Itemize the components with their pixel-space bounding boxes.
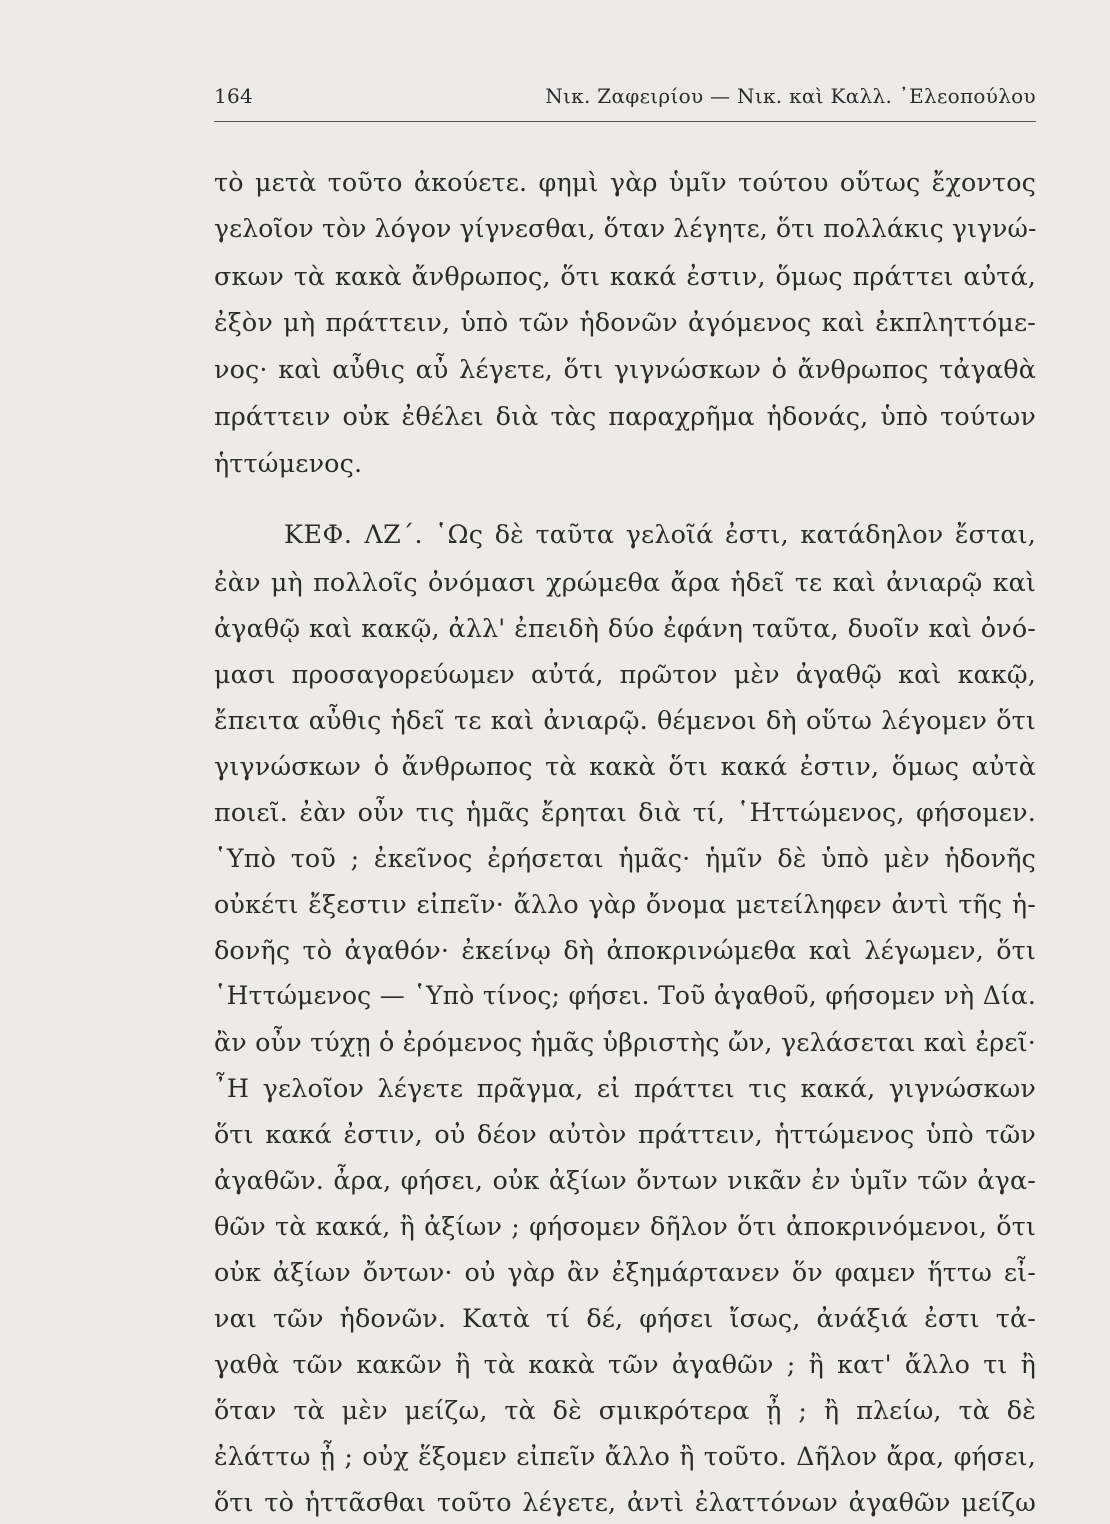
chapter-heading: ΚΕΦ. ΛΖ΄. xyxy=(284,519,424,549)
header-rule xyxy=(214,121,1036,122)
text-line: ναι τῶν ἡδονῶν. Κατὰ τί δέ, φήσει ἴσως, ἀνάξιά ἐστι τἀ- xyxy=(214,1303,1036,1333)
text-line: ἂν οὖν τύχῃ ὁ ἐρόμενος ἡμᾶς ὑβριστὴς ὤν, γελάσεται καὶ ἐρεῖ· xyxy=(214,1027,1036,1057)
text-line: δονῆς τὸ ἀγαθόν· ἐκείνῳ δὴ ἀποκρινώμεθα καὶ λέγωμεν, ὅτι xyxy=(214,935,1036,965)
page-number: 164 xyxy=(214,84,254,108)
text-line: ἀγαθῷ καὶ κακῷ, ἀλλ' ἐπειδὴ δύο ἐφάνη ταῦτα, δυοῖν καὶ ὀνό- xyxy=(214,613,1036,643)
chapter-first-line-text: ῾Ως δὲ ταῦτα γελοῖά ἐστι, κατάδηλον ἔσται, xyxy=(434,519,1036,549)
text-line: ἡττώμενος. xyxy=(214,448,363,478)
text-line: ῾Ηττώμενος — ῾Υπὸ τίνος; φήσει. Τοῦ ἀγαθοῦ, φήσομεν νὴ Δία. xyxy=(214,981,1036,1010)
text-line: ἐὰν μὴ πολλοῖς ὀνόμασι χρώμεθα ἄρα ἡδεῖ τε καὶ ἀνιαρῷ καὶ xyxy=(214,567,1036,597)
text-line: ἀγαθῶν. ἆρα, φήσει, οὐκ ἀξίων ὄντων νικᾶν ἐν ὑμῖν τῶν ἀγα- xyxy=(214,1165,1036,1195)
text-line: ὅταν τὰ μὲν μείζω, τὰ δὲ σμικρότερα ᾖ ; ἢ πλείω, τὰ δὲ xyxy=(214,1395,1036,1425)
text-line: ὅτι τὸ ἡττᾶσθαι τοῦτο λέγετε, ἀντὶ ἐλαττόνων ἀγαθῶν μείζω xyxy=(214,1487,1036,1517)
text-line: θῶν τὰ κακά, ἢ ἀξίων ; φήσομεν δῆλον ὅτι ἀποκρινόμενοι, ὅτι xyxy=(214,1211,1036,1241)
text-line: ῏Η γελοῖον λέγετε πρᾶγμα, εἰ πράττει τις κακά, γιγνώσκων xyxy=(214,1073,1036,1103)
text-line: ποιεῖ. ἐὰν οὖν τις ἡμᾶς ἔρηται διὰ τί, ῾Ηττώμενος, φήσομεν. xyxy=(214,797,1036,827)
text-line: τὸ μετὰ τοῦτο ἀκούετε. φημὶ γὰρ ὑμῖν τούτου οὕτως ἔχοντος xyxy=(214,167,1036,197)
text-line: γιγνώσκων ὁ ἄνθρωπος τὰ κακὰ ὅτι κακά ἐστιν, ὅμως αὐτὰ xyxy=(214,751,1036,781)
text-line: ἐξὸν μὴ πράττειν, ὑπὸ τῶν ἡδονῶν ἀγόμενος καὶ ἐκπληττόμε- xyxy=(214,307,1036,337)
chapter-first-line xyxy=(214,512,1036,556)
text-line: πράττειν οὐκ ἐθέλει διὰ τὰς παραχρῆμα ἡδονάς, ὑπὸ τούτων xyxy=(214,401,1036,431)
text-line: ῾Υπὸ τοῦ ; ἐκεῖνος ἐρήσεται ἡμᾶς· ἡμῖν δὲ ὑπὸ μὲν ἡδονῆς xyxy=(214,843,1036,873)
text-line: νος· καὶ αὖθις αὖ λέγετε, ὅτι γιγνώσκων ὁ ἄνθρωπος τἀγαθὰ xyxy=(214,354,1036,384)
page-header xyxy=(214,84,1036,116)
text-line: οὐκ ἀξίων ὄντων· οὐ γὰρ ἂν ἐξημάρτανεν ὅν φαμεν ἥττω εἶ- xyxy=(214,1257,1036,1287)
text-line: οὐκέτι ἔξεστιν εἰπεῖν· ἄλλο γὰρ ὄνομα μετείληφεν ἀντὶ τῆς ἡ- xyxy=(214,889,1036,919)
text-line: γελοῖον τὸν λόγον γίγνεσθαι, ὅταν λέγητε, ὅτι πολλάκις γιγνώ- xyxy=(214,214,1037,243)
text-line: γαθὰ τῶν κακῶν ἢ τὰ κακὰ τῶν ἀγαθῶν ; ἢ κατ' ἄλλο τι ἢ xyxy=(214,1349,1036,1379)
text-line: μασι προσαγορεύωμεν αὐτά, πρῶτον μὲν ἀγαθῷ καὶ κακῷ, xyxy=(214,659,1036,689)
running-title: Νικ. Ζαφειρίου — Νικ. καὶ Καλλ. ᾿Ελεοπούλου xyxy=(545,84,1036,108)
text-line: ἐλάττω ᾖ ; οὐχ ἕξομεν εἰπεῖν ἄλλο ἢ τοῦτο. Δῆλον ἄρα, φήσει, xyxy=(214,1441,1036,1471)
text-line: σκων τὰ κακὰ ἄνθρωπος, ὅτι κακά ἐστιν, ὅμως πράττει αὐτά, xyxy=(214,261,1036,291)
text-line: ὅτι κακά ἐστιν, οὐ δέον αὐτὸν πράττειν, ἡττώμενος ὑπὸ τῶν xyxy=(214,1119,1036,1149)
text-line: ἔπειτα αὖθις ἡδεῖ τε καὶ ἀνιαρῷ. θέμενοι δὴ οὕτω λέγομεν ὅτι xyxy=(214,705,1036,735)
